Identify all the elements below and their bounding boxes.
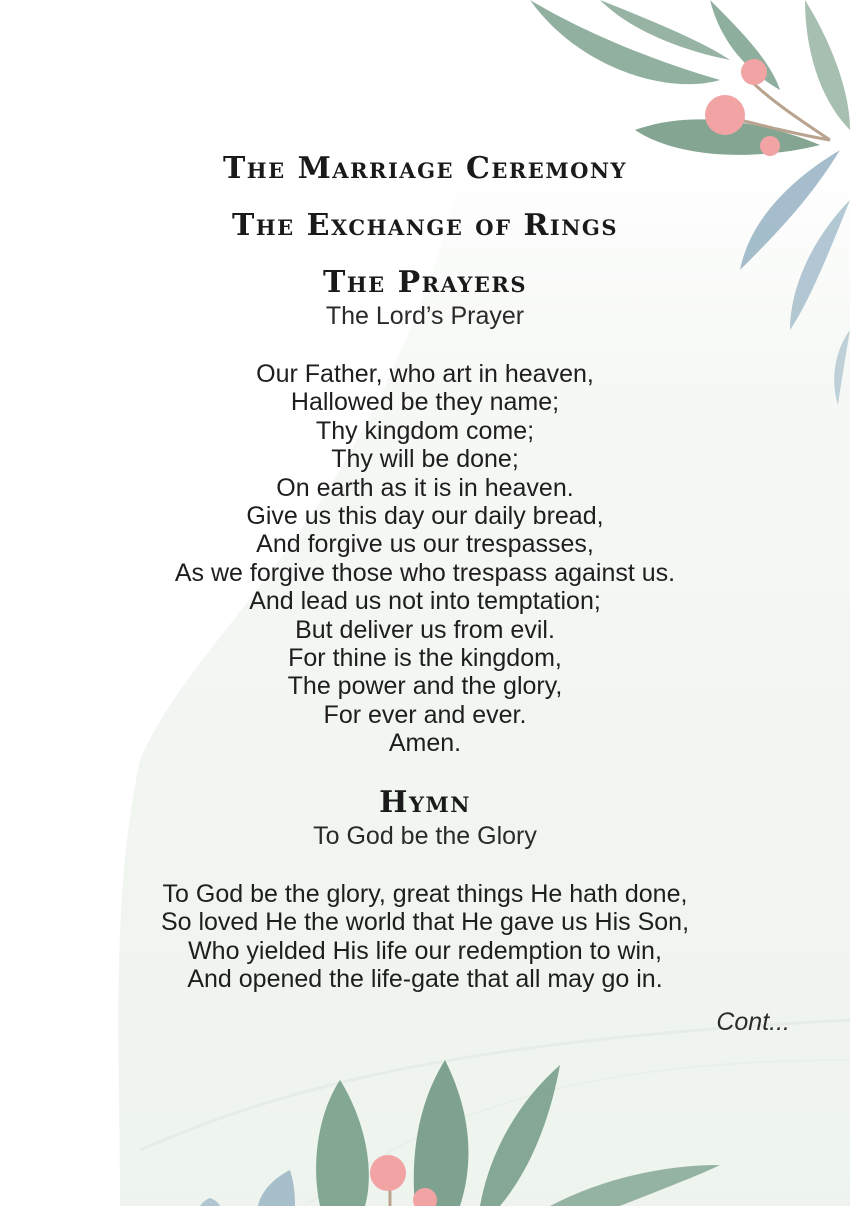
- verse-line: Give us this day our daily bread,: [246, 502, 604, 531]
- foliage-bottom: [180, 1050, 740, 1206]
- prayers-subtitle: The Lord’s Prayer: [325, 302, 525, 330]
- verse-line: Our Father, who art in heaven,: [256, 360, 594, 388]
- prayers-heading: The Prayers: [323, 265, 527, 300]
- verse-line: Thy kingdom come;: [315, 416, 535, 445]
- verse-line: Hallowed be they name;: [290, 388, 560, 417]
- verse-line: To God be the glory, great things He hath done,: [162, 879, 688, 908]
- verse-line: Thy will be done;: [331, 445, 519, 474]
- verse-line: And forgive us our trespasses,: [256, 530, 594, 559]
- verse-line: For ever and ever.: [323, 700, 527, 729]
- hymn-text: [0, 880, 850, 994]
- ceremony-title: The Marriage Ceremony: [222, 151, 628, 186]
- program-page: [0, 150, 850, 993]
- verse-line: As we forgive those who trespass against us.: [174, 558, 676, 587]
- verse-line: Who yielded His life our redemption to win,: [188, 936, 662, 965]
- verse-line: Amen.: [388, 729, 462, 758]
- verse-line: But deliver us from evil.: [295, 615, 555, 644]
- verse-line: So loved He the world that He gave us His Son,: [160, 908, 690, 937]
- verse-line: For thine is the kingdom,: [288, 644, 562, 673]
- hymn-subtitle: To God be the Glory: [313, 821, 537, 850]
- verse-line: And opened the life-gate that all may go in.: [187, 964, 663, 993]
- verse-line: The power and the glory,: [287, 672, 563, 701]
- verse-line: And lead us not into temptation;: [249, 587, 601, 616]
- continued-note: Cont...: [716, 1008, 790, 1036]
- lords-prayer-text: [0, 360, 850, 758]
- verse-line: On earth as it is in heaven.: [276, 473, 574, 502]
- rings-heading: The Exchange of Rings: [231, 208, 619, 243]
- leaf-icon: [200, 1060, 720, 1206]
- hymn-heading: Hymn: [379, 784, 471, 820]
